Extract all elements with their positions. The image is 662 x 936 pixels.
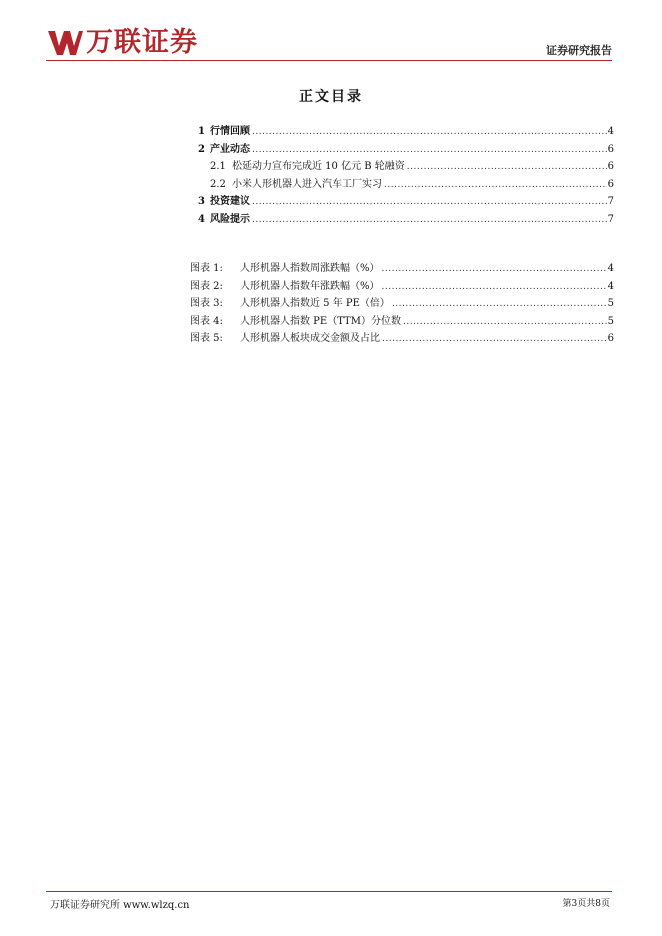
figure-leader-dots xyxy=(392,299,607,309)
figure-list xyxy=(190,259,614,347)
toc-leader-dots xyxy=(252,145,607,155)
logo-text: 万联证券 xyxy=(86,27,198,58)
figure-entry-page: 4 xyxy=(607,280,614,292)
figure-entry-page: 5 xyxy=(607,315,614,327)
toc-entry-page: 6 xyxy=(607,161,614,172)
logo-w-mark-icon xyxy=(46,28,84,58)
toc-leader-dots xyxy=(407,162,607,172)
toc-entry-page: 7 xyxy=(607,196,614,207)
figure-entry-label: 人形机器人指数年涨跌幅（%） xyxy=(240,280,380,292)
toc-entry-number: 4 xyxy=(198,213,205,225)
figure-entry-label: 人形机器人板块成交金额及占比 xyxy=(240,333,380,344)
figure-entry-label: 人形机器人指数周涨跌幅（%） xyxy=(240,263,380,274)
figure-entry-number: 图表 5: xyxy=(190,333,223,344)
figure-entry[interactable] xyxy=(190,277,614,295)
figure-leader-dots xyxy=(403,317,607,327)
toc-leader-dots xyxy=(252,197,607,207)
toc-entry-label: 松延动力宣布完成近 10 亿元 B 轮融资 xyxy=(232,161,405,172)
toc-leader-dots xyxy=(252,127,607,137)
toc-entry-number: 2.2 xyxy=(210,178,226,190)
figure-entry-number: 图表 2: xyxy=(190,280,223,292)
toc-entry-number: 2 xyxy=(198,143,205,155)
figure-entry-label: 人形机器人指数近 5 年 PE（倍） xyxy=(240,298,390,309)
toc-entry-number: 3 xyxy=(198,196,205,207)
toc-entry[interactable] xyxy=(198,157,614,175)
figure-leader-dots xyxy=(382,264,607,274)
footer-institute: 万联证券研究所 www.wlzq.cn xyxy=(50,900,190,911)
toc-entry-label: 投资建议 xyxy=(210,196,250,207)
toc-leader-dots xyxy=(252,215,607,225)
footer-page-info: 第3页共8页 xyxy=(562,899,610,909)
figure-leader-dots xyxy=(382,334,607,344)
toc-entry-label: 产业动态 xyxy=(210,143,250,155)
footer-divider xyxy=(46,891,612,892)
toc-entry[interactable] xyxy=(198,175,614,193)
toc-title: 正文目录 xyxy=(299,89,363,105)
figure-entry[interactable] xyxy=(190,329,614,347)
report-type-label: 证券研究报告 xyxy=(546,44,612,57)
header-divider xyxy=(46,60,612,61)
figure-entry[interactable] xyxy=(190,312,614,330)
figure-entry[interactable] xyxy=(190,294,614,312)
toc-entry[interactable] xyxy=(198,192,614,210)
figure-entry[interactable] xyxy=(190,259,614,277)
figure-entry-number: 图表 1: xyxy=(190,263,223,274)
toc-entry[interactable] xyxy=(198,210,614,228)
table-of-contents xyxy=(198,122,614,227)
figure-entry-label: 人形机器人指数 PE（TTM）分位数 xyxy=(240,315,401,327)
toc-entry-label: 小米人形机器人进入汽车工厂实习 xyxy=(232,178,382,190)
figure-leader-dots xyxy=(382,282,607,292)
toc-entry-page: 7 xyxy=(607,213,614,225)
figure-entry-page: 4 xyxy=(607,263,614,274)
toc-entry-page: 6 xyxy=(607,178,614,190)
toc-leader-dots xyxy=(384,180,607,190)
toc-entry[interactable] xyxy=(198,122,614,140)
toc-entry-page: 4 xyxy=(607,126,614,137)
figure-entry-number: 图表 4: xyxy=(190,315,223,327)
toc-entry-page: 6 xyxy=(607,143,614,155)
toc-entry[interactable] xyxy=(198,140,614,158)
toc-entry-label: 行情回顾 xyxy=(210,126,250,137)
figure-entry-page: 6 xyxy=(607,333,614,344)
toc-entry-number: 1 xyxy=(198,126,205,137)
figure-entry-number: 图表 3: xyxy=(190,298,223,309)
company-logo xyxy=(46,26,198,60)
figure-entry-page: 5 xyxy=(607,298,614,309)
toc-entry-label: 风险提示 xyxy=(210,213,250,225)
toc-entry-number: 2.1 xyxy=(210,161,226,172)
